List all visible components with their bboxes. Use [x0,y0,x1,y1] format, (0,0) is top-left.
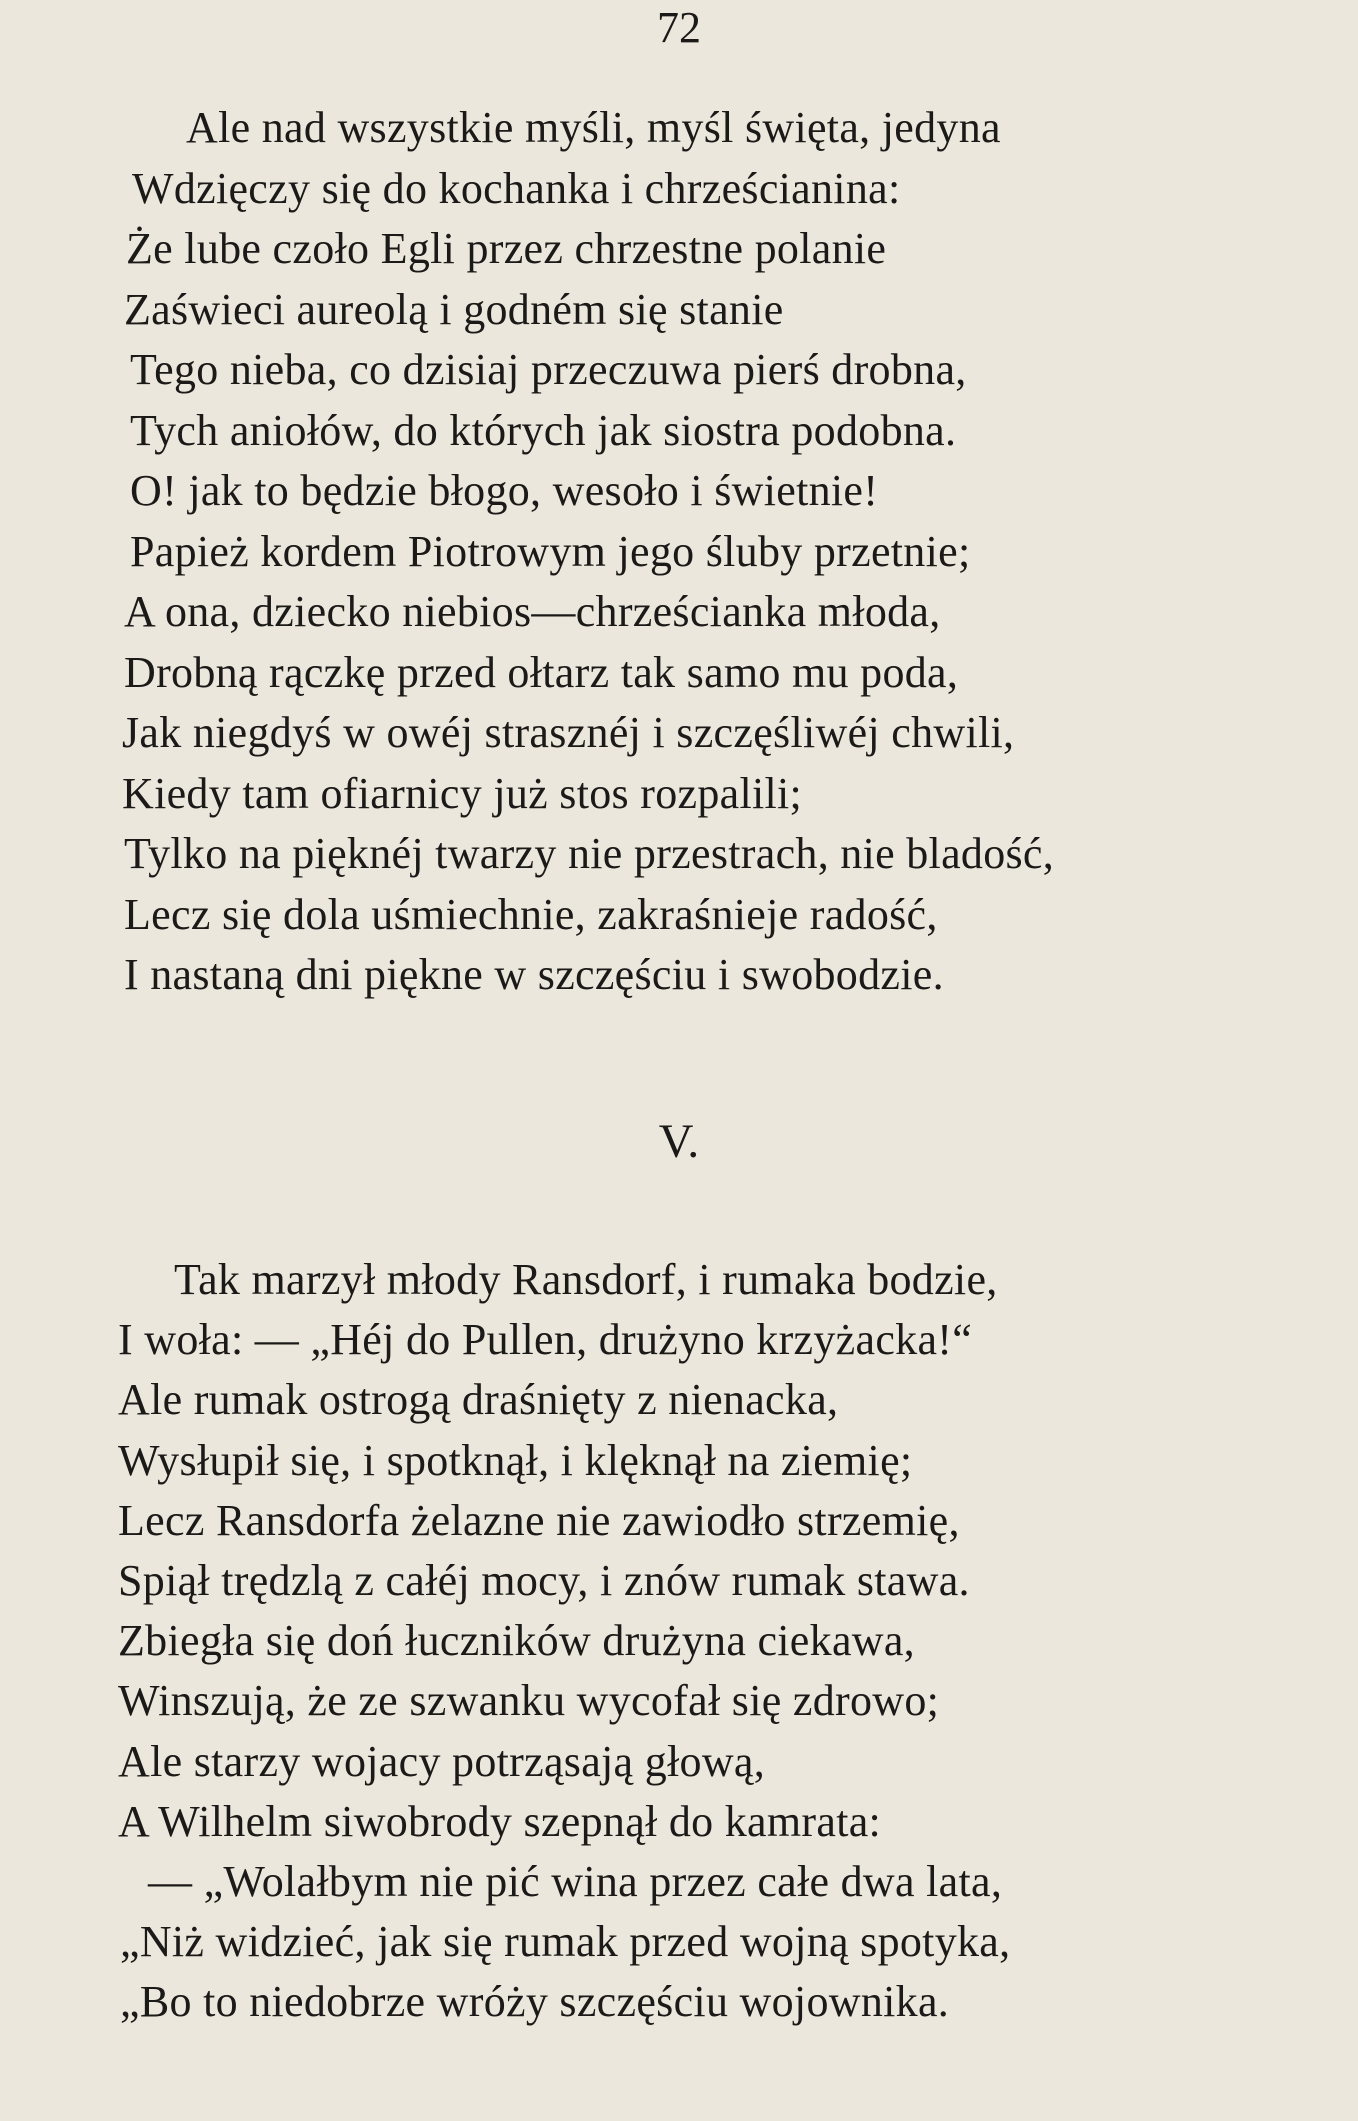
verse-line: A Wilhelm siwobrody szepnął do kamrata: [118,1796,882,1846]
verse-line: I nastaną dni piękne w szczęściu i swobodzie. [124,950,944,999]
verse-line: Tych aniołów, do których jak siostra podobna. [130,405,957,455]
verse-line: Że lube czoło Egli przez chrzestne polanie [126,224,887,273]
verse-line: Zbiegła się doń łuczników drużyna ciekawa, [118,1616,915,1666]
verse-line: Ale starzy wojacy potrząsają głową, [118,1736,766,1786]
verse-line: Ale nad wszystkie myśli, myśl święta, jedyna [186,103,1001,152]
verse-line: Tak marzył młody Ransdorf, i rumaka bodzie, [174,1255,998,1304]
verse-line: Drobną rączkę przed ołtarz tak samo mu poda, [124,647,959,697]
verse-line: I woła: — „Héj do Pullen, drużyno krzyżacka!“ [118,1315,973,1365]
verse-line: Zaświeci aureolą i godném się stanie [124,284,784,334]
verse-line: Jak niegdyś w owéj strasznéj i szczęśliwéj chwili, [122,708,1015,757]
stanza-2 [0,1250,1358,2032]
verse-line: Wysłupił się, i spotknął, i klęknął na ziemię; [118,1435,913,1485]
page-number: 72 [657,3,701,52]
verse-line: O! jak to będzie błogo, wesoło i świetnie! [130,466,879,515]
verse-line: A ona, dziecko niebios—chrześcianka młoda, [124,587,941,636]
verse-line: Tego nieba, co dzisiaj przeczuwa pierś drobna, [130,345,967,394]
verse-line: „Niż widzieć, jak się rumak przed wojną spotyka, [120,1917,1011,1967]
verse-line: Spiął trędzlą z całéj mocy, i znów rumak stawa. [118,1555,970,1605]
verse-line: Winszują, że ze szwanku wycofał się zdrowo; [118,1676,940,1726]
verse-line: Tylko na pięknéj twarzy nie przestrach, nie bladość, [124,829,1055,878]
verse-line: Ale rumak ostrogą draśnięty z nienacka, [118,1375,839,1425]
verse-line: — „Wolałbym nie pić wina przez całe dwa lata, [148,1856,1003,1906]
verse-line: Lecz Ransdorfa żelazne nie zawiodło strzemię, [118,1495,960,1545]
verse-line: Papież kordem Piotrowym jego śluby przetnie; [130,526,971,576]
verse-line: „Bo to niedobrze wróży szczęściu wojownika. [120,1977,950,2027]
stanza-1 [0,98,1358,1006]
verse-line: Kiedy tam ofiarnicy już stos rozpalili; [122,768,803,818]
verse-line: Lecz się dola uśmiechnie, zakraśnieje radość, [124,889,938,939]
verse-line: Wdzięczy się do kochanka i chrześcianina: [132,163,901,213]
section-heading: V. [658,1115,700,1168]
